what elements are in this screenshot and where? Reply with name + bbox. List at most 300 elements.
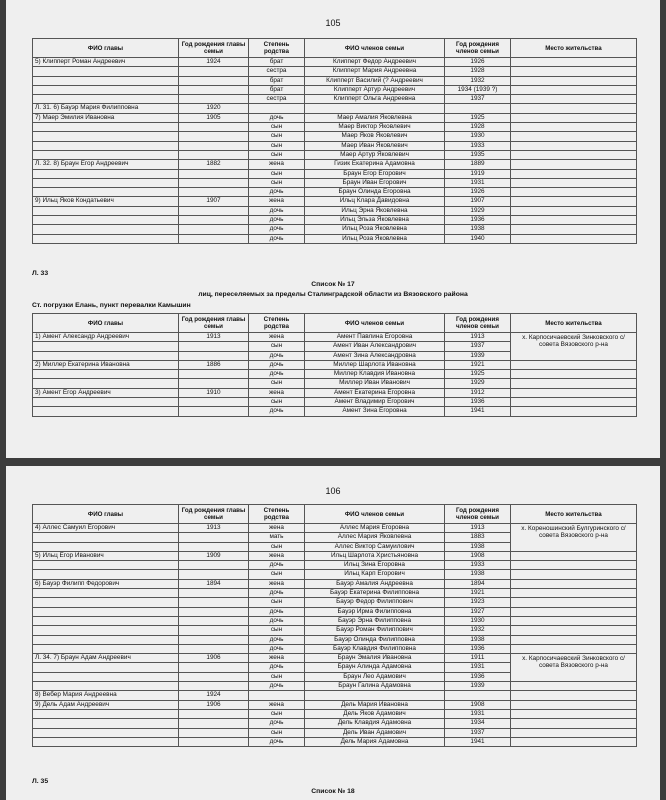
table-cell xyxy=(33,95,179,104)
table-row xyxy=(33,561,637,570)
table-cell xyxy=(33,719,179,728)
table-row xyxy=(33,728,637,737)
table-cell xyxy=(445,691,511,700)
table-cell: дочь xyxy=(249,370,305,379)
table-cell: 1937 xyxy=(445,342,511,351)
table-cell: дочь xyxy=(249,216,305,225)
table-cell: сын xyxy=(249,169,305,178)
table-row xyxy=(33,635,637,644)
table-cell xyxy=(179,407,249,416)
list-subtitle: лиц, переселяемых за пределы Сталинградской области из Вязовского района xyxy=(198,291,468,298)
table-cell: Браун Олинда Егоровна xyxy=(305,188,445,197)
table-cell: 1937 xyxy=(445,95,511,104)
table-cell xyxy=(179,188,249,197)
table-cell: 1882 xyxy=(179,160,249,169)
table-cell: 1) Амент Александр Андреевич xyxy=(33,333,179,342)
table-cell xyxy=(33,635,179,644)
table-header-row xyxy=(33,314,637,333)
table-cell: 1889 xyxy=(445,160,511,169)
column-header: Степень родства xyxy=(249,505,305,524)
table-cell xyxy=(511,682,637,691)
table-cell: Ильц Зина Егоровна xyxy=(305,561,445,570)
table-cell: Л. 32. 8) Браун Егор Андреевич xyxy=(33,160,179,169)
table-row xyxy=(33,67,637,76)
table-cell xyxy=(179,635,249,644)
table-cell: сын xyxy=(249,672,305,681)
table-cell: Бауэр Амалия Андреевна xyxy=(305,579,445,588)
table-row xyxy=(33,682,637,691)
table-cell: жена xyxy=(249,700,305,709)
table-cell: жена xyxy=(249,654,305,663)
table-cell: 1913 xyxy=(445,333,511,342)
table-cell xyxy=(511,737,637,746)
table-cell xyxy=(511,206,637,215)
table-cell: сын xyxy=(249,598,305,607)
table-cell: Клипперт Василий (? Андреевич xyxy=(305,76,445,85)
table-cell xyxy=(33,607,179,616)
table-cell xyxy=(179,589,249,598)
table-cell: Дель Мария Адамовна xyxy=(305,737,445,746)
table-cell xyxy=(511,113,637,122)
table-cell xyxy=(33,561,179,570)
table-cell: 7) Маер Эмилия Ивановна xyxy=(33,113,179,122)
table-row xyxy=(33,234,637,243)
table-cell xyxy=(179,225,249,234)
table-cell: 1940 xyxy=(445,234,511,243)
table-cell xyxy=(179,570,249,579)
table-cell: 1926 xyxy=(445,188,511,197)
table-row xyxy=(33,85,637,94)
table-cell: 1935 xyxy=(445,150,511,159)
table-cell: 1894 xyxy=(179,579,249,588)
table-cell xyxy=(33,169,179,178)
table-cell: Маер Артур Яковлевич xyxy=(305,150,445,159)
table-cell: Амент Зина Егоровна xyxy=(305,407,445,416)
families-table-c xyxy=(32,504,637,747)
table-cell xyxy=(33,570,179,579)
table-cell xyxy=(33,644,179,653)
table-cell: Аллес Мария Егоровна xyxy=(305,524,445,533)
table-cell xyxy=(511,398,637,407)
table-cell: 1910 xyxy=(179,388,249,397)
table-cell xyxy=(511,644,637,653)
table-row xyxy=(33,644,637,653)
table-cell: Бауэр Клавдия Филипповна xyxy=(305,644,445,653)
table-cell xyxy=(33,123,179,132)
table-row xyxy=(33,551,637,560)
table-row xyxy=(33,206,637,215)
table-cell: Браун Егор Егорович xyxy=(305,169,445,178)
column-header: Год рождения главы семьи xyxy=(179,505,249,524)
table-cell: Браун Эмалия Ивановна xyxy=(305,654,445,663)
table-cell: 1938 xyxy=(445,570,511,579)
table-cell: 1936 xyxy=(445,216,511,225)
table-cell: 9) Ильц Яков Кондатьевич xyxy=(33,197,179,206)
station-note: Ст. погрузки Елань, пункт перевалки Камышин xyxy=(32,302,191,309)
table-cell xyxy=(179,178,249,187)
table-cell xyxy=(179,150,249,159)
table-cell: 1925 xyxy=(445,370,511,379)
table-row xyxy=(33,225,637,234)
table-row xyxy=(33,626,637,635)
table-cell: Ильц Клара Давидовна xyxy=(305,197,445,206)
table-row xyxy=(33,379,637,388)
table-cell: 1941 xyxy=(445,737,511,746)
table-cell: мать xyxy=(249,533,305,542)
table-cell: 1941 xyxy=(445,407,511,416)
table-cell: жена xyxy=(249,160,305,169)
table-cell: сын xyxy=(249,150,305,159)
table-cell xyxy=(511,104,637,113)
table-cell xyxy=(179,169,249,178)
table-cell: 1926 xyxy=(445,58,511,67)
table-cell xyxy=(33,598,179,607)
table-cell: 1930 xyxy=(445,132,511,141)
table-cell xyxy=(511,598,637,607)
table-cell: 1907 xyxy=(179,197,249,206)
table-cell xyxy=(33,709,179,718)
table-cell xyxy=(179,351,249,360)
table-cell: Ильц Карп Егорович xyxy=(305,570,445,579)
table-cell: Браун Иван Егорович xyxy=(305,178,445,187)
table-cell xyxy=(511,719,637,728)
table-row xyxy=(33,197,637,206)
table-cell xyxy=(511,370,637,379)
table-cell: 1923 xyxy=(445,598,511,607)
table-cell: Клипперт Федор Андреевич xyxy=(305,58,445,67)
table-cell: 1924 xyxy=(179,691,249,700)
table-cell: дочь xyxy=(249,561,305,570)
table-cell xyxy=(305,104,445,113)
table-cell: 2) Миллер Екатерина Ивановна xyxy=(33,360,179,369)
table-cell xyxy=(511,225,637,234)
table-cell xyxy=(179,234,249,243)
table-cell: Маер Виктор Яковлевич xyxy=(305,123,445,132)
table-cell: 1932 xyxy=(445,626,511,635)
table-cell: Маер Амалия Яковлевна xyxy=(305,113,445,122)
table-row xyxy=(33,169,637,178)
table-cell: 1929 xyxy=(445,206,511,215)
table-cell xyxy=(511,160,637,169)
table-cell: Браун Алинда Адамовна xyxy=(305,663,445,672)
table-cell: Л. 31. 6) Бауэр Мария Филипповна xyxy=(33,104,179,113)
table-cell: 1925 xyxy=(445,113,511,122)
column-header: Место жительства xyxy=(511,505,637,524)
table-row xyxy=(33,407,637,416)
table-cell: 1931 xyxy=(445,178,511,187)
page-106 xyxy=(6,466,660,800)
table-cell: 1928 xyxy=(445,67,511,76)
table-cell: сын xyxy=(249,379,305,388)
table-row xyxy=(33,360,637,369)
table-cell xyxy=(179,67,249,76)
table-cell: Дель Мария Ивановна xyxy=(305,700,445,709)
table-cell xyxy=(33,589,179,598)
families-table-b xyxy=(32,313,637,417)
table-cell xyxy=(179,561,249,570)
table-cell: Амент Владимир Егорович xyxy=(305,398,445,407)
table-cell: брат xyxy=(249,85,305,94)
table-cell xyxy=(179,598,249,607)
table-cell xyxy=(33,626,179,635)
table-cell xyxy=(33,206,179,215)
table-cell: 1921 xyxy=(445,360,511,369)
table-cell: 1909 xyxy=(179,551,249,560)
table-cell xyxy=(33,672,179,681)
table-cell: Ильц Эрна Яковлевна xyxy=(305,206,445,215)
table-cell: Ильц Роза Яковлевна xyxy=(305,234,445,243)
table-row xyxy=(33,370,637,379)
table-cell: Бауэр Ирма Филипповна xyxy=(305,607,445,616)
table-cell: сын xyxy=(249,132,305,141)
column-header: ФИО главы xyxy=(33,314,179,333)
table-cell: 3) Амент Егор Андреевич xyxy=(33,388,179,397)
table-row xyxy=(33,188,637,197)
table-cell: Л. 34. 7) Браун Адам Андреевич xyxy=(33,654,179,663)
table-cell xyxy=(511,388,637,397)
column-header: Степень родства xyxy=(249,314,305,333)
table-cell: Дель Клавдия Адамовна xyxy=(305,719,445,728)
table-cell xyxy=(511,626,637,635)
table-cell xyxy=(511,85,637,94)
table-cell xyxy=(179,76,249,85)
table-cell xyxy=(33,150,179,159)
page-number: 106 xyxy=(325,486,341,496)
table-cell: х. Карпосичаевский Зинковского с/совета Вязовского р-на xyxy=(511,654,637,682)
table-cell: х. Кореношинский Булгуринского с/совета Вязовского р-на xyxy=(511,524,637,552)
table-cell xyxy=(179,607,249,616)
column-header: ФИО членов семьи xyxy=(305,39,445,58)
table-cell: 5) Клипперт Роман Андреевич xyxy=(33,58,179,67)
table-cell: жена xyxy=(249,579,305,588)
table-cell xyxy=(445,104,511,113)
table-cell: брат xyxy=(249,76,305,85)
table-cell xyxy=(511,76,637,85)
table-cell: жена xyxy=(249,388,305,397)
table-cell: Ильц Шарлота Христьяновна xyxy=(305,551,445,560)
table-cell: Миллер Шарлота Ивановна xyxy=(305,360,445,369)
table-cell xyxy=(511,188,637,197)
table-cell xyxy=(511,709,637,718)
table-cell: дочь xyxy=(249,719,305,728)
table-cell: 1930 xyxy=(445,616,511,625)
table-cell: Бауэр Роман Филиппович xyxy=(305,626,445,635)
table-cell xyxy=(179,85,249,94)
table-cell: Дель Иван Адамович xyxy=(305,728,445,737)
table-cell: 1928 xyxy=(445,123,511,132)
table-cell: 1894 xyxy=(445,579,511,588)
table-cell: 1906 xyxy=(179,654,249,663)
table-cell xyxy=(179,132,249,141)
table-cell: 1936 xyxy=(445,398,511,407)
table-cell: Ильц Эльза Яковлевна xyxy=(305,216,445,225)
table-row xyxy=(33,607,637,616)
table-cell xyxy=(33,370,179,379)
table-row xyxy=(33,524,637,533)
table-cell: 1913 xyxy=(179,333,249,342)
list-title: Список № 18 xyxy=(311,788,355,795)
table-cell: Амент Екатерина Егоровна xyxy=(305,388,445,397)
table-cell: Бауэр Олинда Филипповна xyxy=(305,635,445,644)
table-cell xyxy=(179,709,249,718)
table-cell: дочь xyxy=(249,351,305,360)
table-cell: брат xyxy=(249,58,305,67)
table-cell xyxy=(511,589,637,598)
table-row xyxy=(33,598,637,607)
sheet-ref: Л. 33 xyxy=(32,270,49,277)
table-row xyxy=(33,616,637,625)
table-cell xyxy=(511,561,637,570)
table-cell xyxy=(33,737,179,746)
table-row xyxy=(33,709,637,718)
table-cell: Аллес Виктор Самуилович xyxy=(305,542,445,551)
table-cell xyxy=(33,234,179,243)
table-cell xyxy=(179,626,249,635)
column-header: Место жительства xyxy=(511,39,637,58)
table-cell: дочь xyxy=(249,225,305,234)
table-cell xyxy=(179,728,249,737)
table-cell: 1883 xyxy=(445,533,511,542)
table-cell: 6) Бауэр Филипп Федорович xyxy=(33,579,179,588)
table-cell: Маер Иван Яковлевич xyxy=(305,141,445,150)
table-row xyxy=(33,579,637,588)
table-cell: Амент Павлина Егоровна xyxy=(305,333,445,342)
table-cell: 1920 xyxy=(179,104,249,113)
table-cell: 1933 xyxy=(445,561,511,570)
table-cell xyxy=(511,607,637,616)
sheet-ref: Л. 35 xyxy=(32,778,49,785)
table-cell: 1934 xyxy=(445,719,511,728)
table-cell: сын xyxy=(249,123,305,132)
table-cell xyxy=(179,672,249,681)
table-cell: 1886 xyxy=(179,360,249,369)
table-cell xyxy=(511,150,637,159)
table-cell: Гизик Екатерина Адамовна xyxy=(305,160,445,169)
table-cell xyxy=(179,216,249,225)
table-cell: дочь xyxy=(249,360,305,369)
table-cell xyxy=(33,616,179,625)
table-cell: Браун Галина Адамовна xyxy=(305,682,445,691)
table-cell: Бауэр Эрна Филипповна xyxy=(305,616,445,625)
table-cell: 1913 xyxy=(179,524,249,533)
table-cell xyxy=(511,379,637,388)
table-row xyxy=(33,737,637,746)
column-header: Год рождения главы семьи xyxy=(179,314,249,333)
table-cell xyxy=(511,197,637,206)
table-cell: Маер Яков Яковлевич xyxy=(305,132,445,141)
table-cell: дочь xyxy=(249,607,305,616)
table-cell: 1936 xyxy=(445,672,511,681)
table-cell: 1911 xyxy=(445,654,511,663)
table-cell: 1905 xyxy=(179,113,249,122)
table-cell xyxy=(179,379,249,388)
table-cell xyxy=(179,533,249,542)
table-row xyxy=(33,95,637,104)
table-cell xyxy=(511,58,637,67)
table-cell: 1912 xyxy=(445,388,511,397)
table-cell: 1937 xyxy=(445,728,511,737)
table-cell: Браун Лео Адамович xyxy=(305,672,445,681)
table-cell: 5) Ильц Егор Иванович xyxy=(33,551,179,560)
table-cell xyxy=(511,635,637,644)
table-cell xyxy=(33,76,179,85)
table-cell: Бауэр Федор Филиппович xyxy=(305,598,445,607)
table-cell xyxy=(179,342,249,351)
table-cell xyxy=(33,728,179,737)
table-cell xyxy=(33,178,179,187)
table-cell: 1939 xyxy=(445,351,511,360)
table-cell xyxy=(249,104,305,113)
table-row xyxy=(33,160,637,169)
table-cell xyxy=(305,691,445,700)
table-cell: 1919 xyxy=(445,169,511,178)
table-cell: 4) Аллес Самуил Егорович xyxy=(33,524,179,533)
table-cell: дочь xyxy=(249,663,305,672)
table-cell xyxy=(179,123,249,132)
table-cell xyxy=(511,95,637,104)
table-row xyxy=(33,654,637,663)
table-cell: 1913 xyxy=(445,524,511,533)
table-cell: 1938 xyxy=(445,635,511,644)
table-cell: 1939 xyxy=(445,682,511,691)
table-row xyxy=(33,123,637,132)
table-cell xyxy=(511,67,637,76)
table-cell: Клипперт Артур Андреевич xyxy=(305,85,445,94)
table-cell xyxy=(511,169,637,178)
table-cell: 1927 xyxy=(445,607,511,616)
table-cell xyxy=(33,225,179,234)
table-row xyxy=(33,589,637,598)
table-cell: 1932 xyxy=(445,76,511,85)
column-header: Год рождения членов семьи xyxy=(445,314,511,333)
table-row xyxy=(33,719,637,728)
table-cell: 8) Вебер Мария Андреевна xyxy=(33,691,179,700)
table-cell: 1908 xyxy=(445,551,511,560)
table-row xyxy=(33,178,637,187)
table-cell xyxy=(179,95,249,104)
table-cell xyxy=(33,542,179,551)
table-cell: 1908 xyxy=(445,700,511,709)
column-header: Степень родства xyxy=(249,39,305,58)
table-cell: 1931 xyxy=(445,663,511,672)
table-cell xyxy=(511,700,637,709)
table-row xyxy=(33,104,637,113)
table-cell: дочь xyxy=(249,206,305,215)
table-cell: Бауэр Екатерина Филипповна xyxy=(305,589,445,598)
table-row xyxy=(33,58,637,67)
table-cell: Амент Зина Александровна xyxy=(305,351,445,360)
table-cell xyxy=(511,178,637,187)
table-cell xyxy=(33,85,179,94)
table-row xyxy=(33,570,637,579)
table-cell xyxy=(511,234,637,243)
table-cell xyxy=(249,691,305,700)
table-cell: дочь xyxy=(249,188,305,197)
table-row xyxy=(33,216,637,225)
table-cell xyxy=(511,407,637,416)
table-cell: 1938 xyxy=(445,542,511,551)
families-table-a xyxy=(32,38,637,244)
table-cell: Миллер Клавдия Ивановна xyxy=(305,370,445,379)
list-title: Список № 17 xyxy=(311,281,355,288)
table-cell xyxy=(179,370,249,379)
table-cell: сын xyxy=(249,141,305,150)
table-cell: сестра xyxy=(249,67,305,76)
table-cell: дочь xyxy=(249,635,305,644)
table-cell: 1936 xyxy=(445,644,511,653)
table-row xyxy=(33,333,637,342)
table-cell xyxy=(511,141,637,150)
